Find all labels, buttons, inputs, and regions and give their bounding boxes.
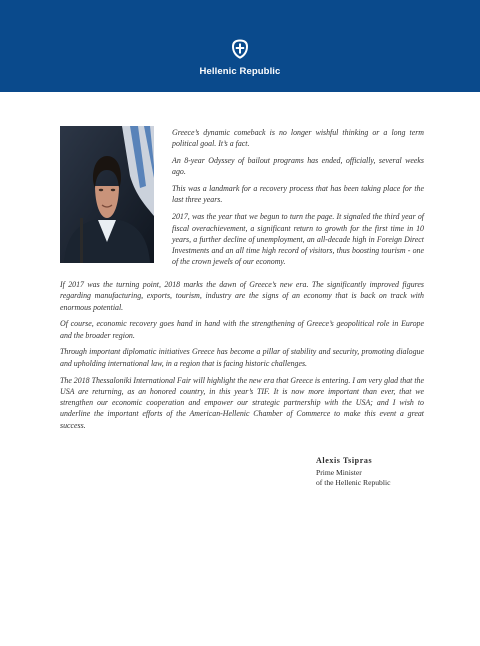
signature-block bbox=[316, 456, 456, 487]
signatory-title-org: of the Hellenic Republic bbox=[316, 477, 391, 487]
intro-paragraph: 2017, was the year that we begun to turn the page. It signaled the third year of fiscal overachievement, a significant return to growth for the first time in 10 years, a further decline of unemployment, an all-decade high in Foreign Direct Investments and an all time high record of visitors, thus boosting tourism - one of the crown jewels of our economy. bbox=[172, 212, 424, 267]
greek-coat-of-arms-icon bbox=[229, 38, 251, 60]
body-paragraph: The 2018 Thessaloniki International Fair will highlight the new era that Greece is entering. I am very glad that the USA are returning, as an honored country, in this year’s TIF. It is now more important than ever, that we strengthen our economic cooperation and empower our strategic partnership with the USA; and I wish to underline the important efforts of the American-Hellenic Chamber of Commerce to make this event a great success. bbox=[60, 375, 424, 430]
signatory-title: Prime Minister bbox=[316, 468, 362, 477]
intro-paragraph: Greece’s dynamic comeback is no longer wishful thinking or a long term political goal. It’s a fact. bbox=[172, 128, 424, 149]
intro-paragraph: This was a landmark for a recovery process that has been taking place for the last three years. bbox=[172, 184, 424, 205]
body-paragraph: Through important diplomatic initiatives Greece has become a pillar of stability and security, promoting dialogue and upholding international law, in a region that is facing historic challenges. bbox=[60, 347, 424, 368]
letter-intro bbox=[172, 127, 424, 273]
header-banner bbox=[0, 0, 480, 92]
body-paragraph: Of course, economic recovery goes hand in hand with the strengthening of Greece’s geopolitical role in Europe and the broader region. bbox=[60, 319, 424, 340]
letter-body bbox=[60, 279, 424, 437]
body-paragraph: If 2017 was the turning point, 2018 marks the dawn of Greece’s new era. The significantly improved figures regarding manufacturing, exports, tourism, industry are the signs of an economy that is back on track with enormous potential. bbox=[60, 280, 424, 312]
intro-paragraph: An 8-year Odyssey of bailout programs has ended, officially, several weeks ago. bbox=[172, 156, 424, 177]
brand-name: Hellenic Republic bbox=[199, 66, 281, 77]
prime-minister-portrait bbox=[60, 126, 154, 263]
signatory-name: Alexis Tsipras bbox=[316, 456, 373, 465]
